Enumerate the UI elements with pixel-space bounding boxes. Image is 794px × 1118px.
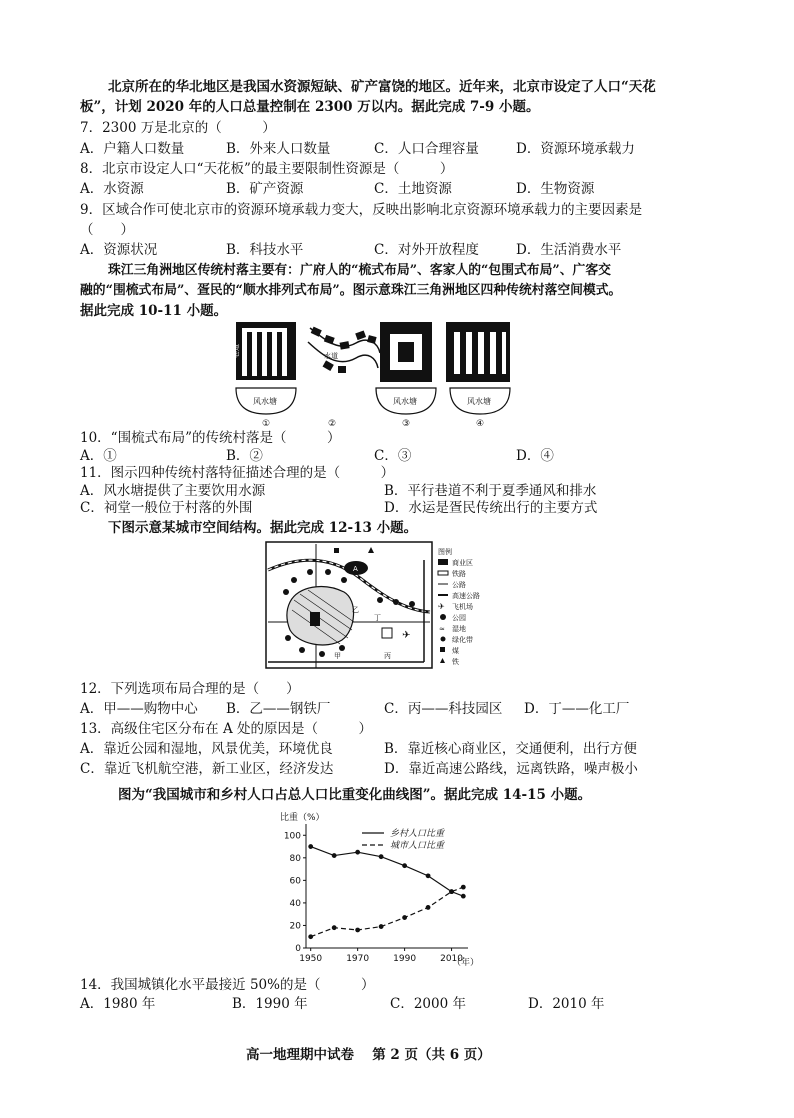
q10-stem: 10．“围梳式布局”的传统村落是（ ） (80, 430, 341, 446)
label-ding: 丁 (374, 614, 381, 622)
q9-option-c[interactable]: C．对外开放程度 (374, 242, 479, 258)
q7-option-d[interactable]: D．资源环境承载力 (516, 141, 635, 157)
q8-option-c[interactable]: C．土地资源 (374, 181, 452, 197)
data-point-urban (332, 925, 337, 930)
q11-options-row1 (80, 482, 720, 500)
legend-expressway: 高速公路 (452, 592, 480, 600)
data-point-urban (402, 915, 407, 920)
legend-entry: 乡村人口比重 (390, 829, 445, 839)
village-layout-figure (228, 318, 528, 430)
q14-option-a[interactable]: A．1980 年 (80, 996, 156, 1012)
legend-iron: 铁 (452, 658, 459, 666)
village-3-enclosing-layout (380, 322, 432, 382)
data-point-urban (308, 934, 313, 939)
q12-option-a[interactable]: A．甲——购物中心 (80, 701, 198, 717)
intro-7-9-line1: 北京所在的华北地区是我国水资源短缺、矿产富饶的地区。近年来，北京市设定了人口“天花 (108, 79, 656, 95)
y-tick-label: 60 (289, 876, 301, 887)
intro-10-11-line3: 据此完成 10-11 小题。 (80, 303, 228, 319)
q9-option-d[interactable]: D．生活消费水平 (516, 242, 622, 258)
q9-stem-line2: （ ） (80, 222, 134, 238)
y-tick-label: 100 (283, 831, 301, 842)
figure-number-1: ① (262, 419, 271, 429)
q11-stem: 11．图示四种传统村落特征描述合理的是（ ） (80, 465, 395, 481)
svg-text:≈: ≈ (439, 625, 445, 633)
data-point-urban (379, 924, 384, 929)
q13-stem: 13．高级住宅区分布在 A 处的原因是（ ） (80, 721, 373, 737)
q10-option-d[interactable]: D．④ (516, 448, 554, 464)
legend-road: 公路 (452, 581, 466, 589)
pond-label-1: 风水塘 (253, 397, 277, 406)
data-point-urban (449, 889, 454, 894)
y-tick-label: 80 (289, 853, 301, 864)
pond-label-3: 风水塘 (393, 397, 417, 406)
q13-option-a[interactable]: A．靠近公园和湿地，风景优美，环境优良 (80, 741, 333, 757)
q10-option-b[interactable]: B．② (226, 448, 263, 464)
figure-number-3: ③ (402, 419, 411, 429)
legend-coal: 煤 (452, 647, 459, 655)
data-point-rural (355, 850, 360, 855)
intro-10-11-line2: 融的“围梳式布局”、疍民的“顺水排列式布局”。图示意珠江三角洲地区四种传统村落空间模式。 (80, 283, 622, 298)
legend-entry: 城市人口比重 (390, 841, 445, 851)
population-share-line-chart (276, 810, 486, 972)
q14-option-b[interactable]: B．1990 年 (232, 996, 308, 1012)
legend-title: 图例 (438, 548, 452, 556)
q8-stem: 8．北京市设定人口“天花板”的最主要限制性资源是（ ） (80, 161, 454, 177)
data-point-rural (379, 854, 384, 859)
label-bing: 丙 (384, 652, 391, 660)
y-tick-label: 0 (295, 944, 301, 954)
village-2-along-water-layout (308, 327, 380, 373)
q12-option-c[interactable]: C．丙——科技园区 (384, 701, 503, 717)
legend-wetland: 湿地 (452, 625, 466, 633)
data-point-urban (461, 885, 466, 890)
q7-option-c[interactable]: C．人口合理容量 (374, 141, 479, 157)
legend-commercial: 商业区 (452, 559, 473, 567)
q8-option-b[interactable]: B．矿产资源 (226, 181, 304, 197)
figure-number-4: ④ (476, 419, 485, 429)
q13-option-c[interactable]: C．靠近飞机航空港，新工业区，经济发达 (80, 761, 334, 777)
legend-airport: 飞机场 (452, 603, 473, 611)
q7-stem: 7．2300 万是北京的（ ） (80, 120, 276, 136)
pond-label-4: 风水塘 (467, 397, 491, 406)
water-label: 水道 (324, 352, 338, 360)
x-tick-label: 1950 (299, 954, 323, 964)
q12-options (80, 700, 720, 718)
q11-option-c[interactable]: C．祠堂一般位于村落的外围 (80, 500, 253, 516)
x-tick-label: 2010 (440, 954, 464, 964)
chart-ylabel: 比重（%） (280, 813, 325, 823)
label-a: A (353, 565, 358, 573)
q9-option-b[interactable]: B．科技水平 (226, 242, 304, 258)
q14-option-c[interactable]: C．2000 年 (390, 996, 466, 1012)
legend-railway: 铁路 (452, 570, 466, 578)
data-point-rural (426, 873, 431, 878)
data-point-urban (426, 905, 431, 910)
q13-option-b[interactable]: B．靠近核心商业区，交通便利，出行方便 (384, 741, 637, 757)
q7-option-a[interactable]: A．户籍人口数量 (80, 141, 185, 157)
data-point-rural (461, 894, 466, 899)
legend-park: 公园 (452, 614, 466, 622)
data-point-rural (402, 863, 407, 868)
legend-greenbelt: 绿化带 (452, 636, 473, 644)
figure-number-2: ② (328, 419, 337, 429)
intro-14-15: 图为“我国城市和乡村人口占总人口比重变化曲线图”。据此完成 14-15 小题。 (118, 787, 592, 803)
village-4-enclosed-comb-layout (446, 322, 510, 382)
q9-options (80, 241, 720, 259)
q14-stem: 14．我国城镇化水平最接近 50%的是（ ） (80, 977, 375, 993)
label-yi: 乙 (352, 606, 359, 614)
q7-options (80, 140, 720, 158)
q8-options (80, 180, 720, 198)
village-1-comb-layout (236, 322, 296, 380)
intro-12-13: 下图示意某城市空间结构。据此完成 12-13 小题。 (108, 520, 418, 536)
q8-option-a[interactable]: A．水资源 (80, 181, 144, 197)
q8-option-d[interactable]: D．生物资源 (516, 181, 595, 197)
q11-option-d[interactable]: D．水运是疍民传统出行的主要方式 (384, 500, 598, 516)
q11-option-a[interactable]: A．风水塘提供了主要饮用水源 (80, 483, 266, 499)
svg-text:✈: ✈ (402, 630, 411, 641)
q13-options-row1 (80, 740, 720, 758)
lane-label: 巷道 (232, 344, 240, 358)
q11-option-b[interactable]: B．平行巷道不利于夏季通风和排水 (384, 483, 597, 499)
page-footer: 高一地理期中试卷 第 2 页（共 6 页） (246, 1047, 491, 1063)
q10-option-c[interactable]: C．③ (374, 448, 412, 464)
q14-options (80, 995, 720, 1013)
q9-stem-line1: 9．区域合作可使北京市的资源环境承载力变大，反映出影响北京资源环境承载力的主要因素是 (80, 202, 643, 218)
y-tick-label: 20 (289, 921, 301, 932)
q13-option-d[interactable]: D．靠近高速公路线，远离铁路，噪声极小 (384, 761, 638, 777)
data-point-rural (332, 853, 337, 858)
q10-options (80, 447, 720, 465)
x-tick-label: 1990 (393, 954, 417, 964)
q11-options-row2 (80, 499, 720, 517)
city-structure-map (264, 540, 506, 670)
label-jia: 甲 (334, 652, 341, 660)
q9-option-a[interactable]: A．资源状况 (80, 242, 158, 258)
data-point-rural (308, 844, 313, 849)
q12-option-d[interactable]: D．丁——化工厂 (524, 701, 630, 717)
q7-option-b[interactable]: B．外来人口数量 (226, 141, 331, 157)
q12-stem: 12．下列选项布局合理的是（ ） (80, 681, 300, 697)
q10-option-a[interactable]: A．① (80, 448, 117, 464)
x-tick-label: 1970 (346, 954, 370, 964)
intro-7-9-line2: 板”，计划 2020 年的人口总量控制在 2300 万以内。据此完成 7-9 小题。 (80, 99, 540, 115)
q12-option-b[interactable]: B．乙——钢铁厂 (226, 701, 331, 717)
intro-10-11-line1: 珠江三角洲地区传统村落主要有：广府人的“梳式布局”、客家人的“包围式布局”、广客交 (108, 263, 611, 278)
chart-xlabel: （年） (452, 958, 480, 968)
q13-options-row2 (80, 760, 720, 778)
q14-option-d[interactable]: D．2010 年 (528, 996, 605, 1012)
y-tick-label: 40 (289, 898, 301, 909)
data-point-urban (355, 928, 360, 933)
airplane-icon: ✈ (438, 602, 445, 611)
